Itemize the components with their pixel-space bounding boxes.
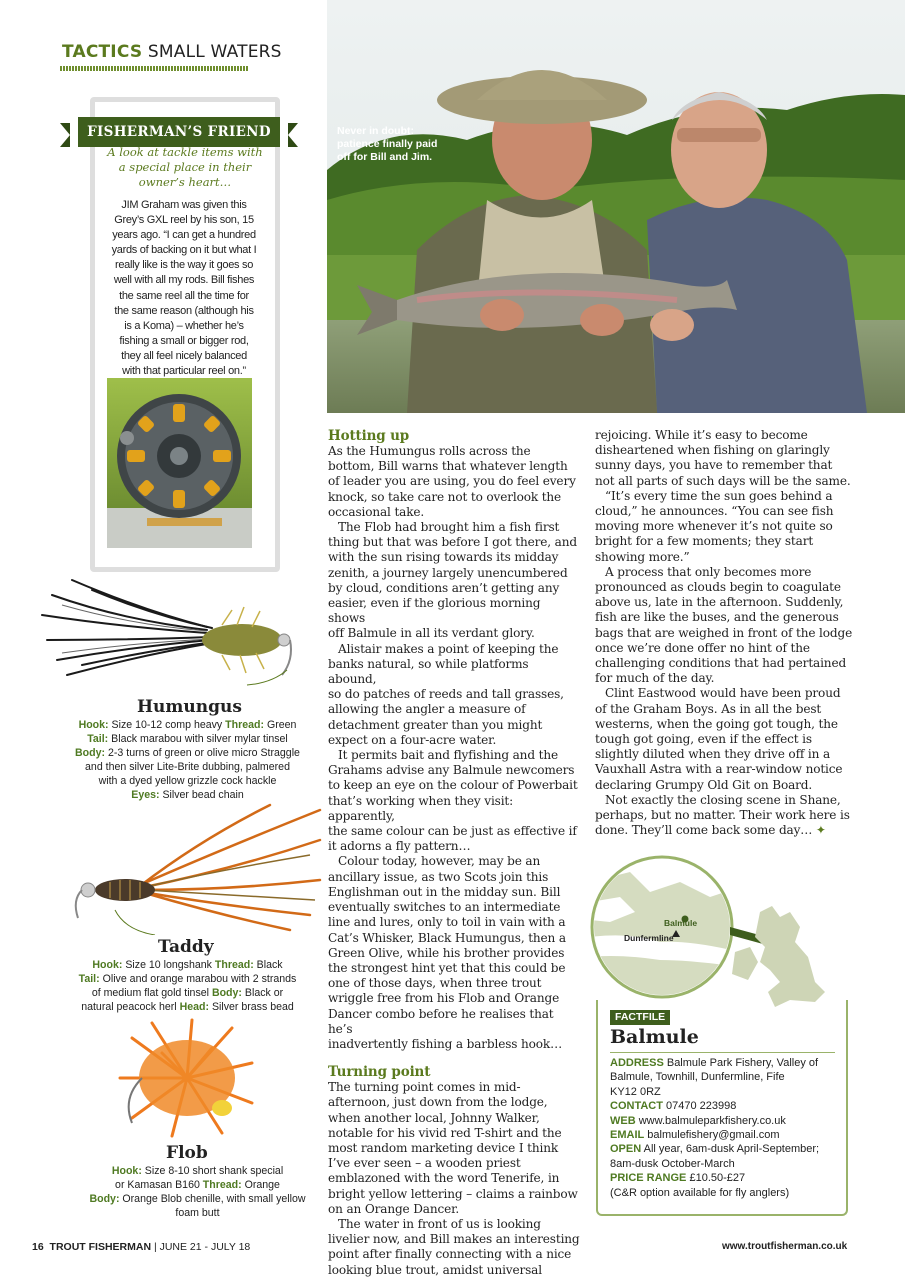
anglers-photo (327, 0, 905, 413)
paragraph: Colour today, however, may be an ancillary issue, as two Scots join this Englishman out in the midday sun. Bill eventually switches to an intermediate line and lures, only to toil in vain with a Cat’s Whisker, Black Humungus, then a Green Olive, while his brother provides the strongest hint yet that this could be one of those days, when three trout wriggle free from his Flob and Orange Dancer combo before he realises that he’s inadvertently fishing a barbless hook… (328, 854, 566, 1051)
factfile-web: WEB www.balmuleparkfishery.co.uk (610, 1114, 786, 1127)
recipe-flob: Hook: Size 8-10 short shank special or Kamasan B160 Thread: Orange Body: Orange Blob chenille, with small yellow foam butt (89, 1165, 306, 1219)
paragraph: Clint Eastwood would have been proud of the Graham Boys. As in all the best westerns, when the going got tough, the tough got going, even if the effect is slightly diluted when they drive off in a Vauxhall Astra with a rear-window notice declaring Grumpy Old Git on Board. (595, 686, 843, 792)
recipe-humungus: Hook: Size 10-12 comp heavy Thread: Green Tail: Black marabou with silver mylar tinsel Body: 2-3 turns of green or olive micro Straggle and then silver Lite-Brite dubbing, palmered with a dyed yellow grizzle cock hackle Eyes: Silver bead chain (75, 719, 300, 801)
article-column-left (328, 428, 580, 1278)
fly-name-taddy: Taddy (158, 937, 214, 957)
page-number: 16 (32, 1241, 44, 1253)
factfile-divider (610, 1052, 835, 1053)
paragraph: Alistair makes a point of keeping the banks natural, so while platforms abound, so do patches of reeds and tall grasses, allowing the angler a measure of detachment greater than you might expect on a four-acre water. (328, 641, 564, 747)
map-label-balmule: Balmule (664, 918, 698, 928)
fly-name-humungus: Humungus (137, 697, 242, 717)
factfile-email: EMAIL balmulefishery@gmail.com (610, 1129, 780, 1142)
heading-turning-point: Turning point (328, 1064, 431, 1081)
fishermans-friend-title: FISHERMAN’S FRIEND (87, 124, 271, 140)
photo-caption: Never in doubt: patience finally paid off for Bill and Jim. (337, 125, 438, 163)
humungus-fly-image (32, 565, 297, 695)
factfile-details (610, 1056, 838, 1200)
factfile-open: OPEN All year, 6am-dusk April-September; 8am-dusk October-March (610, 1143, 820, 1170)
recipe-taddy: Hook: Size 10 longshank Thread: Black Tail: Olive and orange marabou with 2 strands of medium flat gold tinsel Body: Black or natural peacock herl Head: Silver brass bead (78, 959, 297, 1013)
paragraph: It permits bait and flyfishing and the Grahams advise any Balmule newcomers to keep an eye on the colour of Powerbait that’s working when they visit: apparently, the same colour can be just as effective if it adorns a fly pattern… (328, 748, 578, 854)
reel-image (107, 378, 252, 548)
paragraph: The turning point comes in mid- afternoon, just down from the lodge, when another local, Johnny Walker, notable for his vivid red T-shirt and the most random marketing device I think I’ve ever seen – a wooden priest emblazoned with the word Tenerife, in bright yellow lettering – claims a rainbow on an Orange Dancer. (328, 1080, 578, 1216)
header-rule (60, 66, 248, 71)
magazine-name: TROUT FISHERMAN (49, 1241, 152, 1253)
paragraph: As the Humungus rolls across the bottom, Bill warns that whatever length of leader you are using, you do feel every knock, so take care not to overlook the occasional take. (328, 444, 576, 519)
paragraph: “It’s every time the sun goes behind a cloud,” he announces. “You can see fish moving more whenever it’s not quite so bright for a few moments; they start showing more.” (595, 488, 834, 564)
heading-hotting-up: Hotting up (328, 428, 410, 444)
factfile-address: ADDRESS Balmule Park Fishery, Valley of Balmule, Townhill, Dunfermline, Fife KY12 0RZ (610, 1057, 819, 1098)
subsection-label: SMALL WATERS (147, 42, 282, 62)
flob-fly-image (112, 1018, 262, 1143)
fishermans-friend-subtitle: A look at tackle items with a special place in their owner’s heart… (107, 145, 263, 189)
paragraph: The Flob had brought him a fish first thing but that was before I got there, and with the sun rising towards its midday zenith, a journey largely unencumbered by cloud, conditions aren’t getting any easier, even if the glorious morning shows off Balmule in all its verdant glory. (328, 520, 577, 641)
section-header (62, 42, 282, 62)
paragraph: rejoicing. While it’s easy to become disheartened when fishing on glaringly sunny days, you have to remember that not all parts of such days will be the same. (595, 428, 851, 488)
taddy-fly-image (70, 800, 325, 935)
end-mark-fly-icon: ✦ (812, 823, 826, 838)
paragraph: Not exactly the closing scene in Shane, perhaps, but no matter. Their work here is done. They’ll come back some day… ✦ (595, 792, 850, 838)
fishermans-friend-text: JIM Graham was given this Grey’s GXL reel by his son, 15 years ago. “I can get a hundred yards of backing on it but what I really like is the way it goes so well with all my rods. Bill fishes the same reel all the time for the same reason (although his is a Koma) – whether he’s fishing a small or bigger rod, they all feel nicely balanced with that particular reel on.” (111, 199, 257, 378)
map-label-dunfermline: Dunfermline (624, 933, 674, 943)
factfile-contact: CONTACT 07470 223998 (610, 1100, 737, 1113)
location-map (590, 842, 840, 1012)
fly-name-flob: Flob (166, 1143, 208, 1163)
footer-left (32, 1241, 250, 1253)
section-label: TACTICS (62, 42, 143, 62)
factfile-tag: FACTFILE (610, 1010, 670, 1025)
article-column-right (595, 428, 855, 838)
footer-url: www.troutfisherman.co.uk (722, 1241, 848, 1252)
issue-dates: | JUNE 21 - JULY 18 (153, 1241, 251, 1253)
paragraph: The water in front of us is looking livelier now, and Bill makes an interesting point after finally connecting with a nice looking blue trout, amidst universal (328, 1216, 580, 1277)
factfile-venue-name: Balmule (610, 1026, 699, 1048)
paragraph: A process that only becomes more pronounced as clouds begin to coagulate above us, late in the afternoon. Suddenly, fish are like the buses, and the generous bags that are weighed in front of the lodge once we’re done offer no hint of the challenging conditions that had pertained for much of the day. (595, 564, 853, 686)
factfile-price-range: PRICE RANGE £10.50-£27 (C&R option available for fly anglers) (610, 1172, 790, 1199)
